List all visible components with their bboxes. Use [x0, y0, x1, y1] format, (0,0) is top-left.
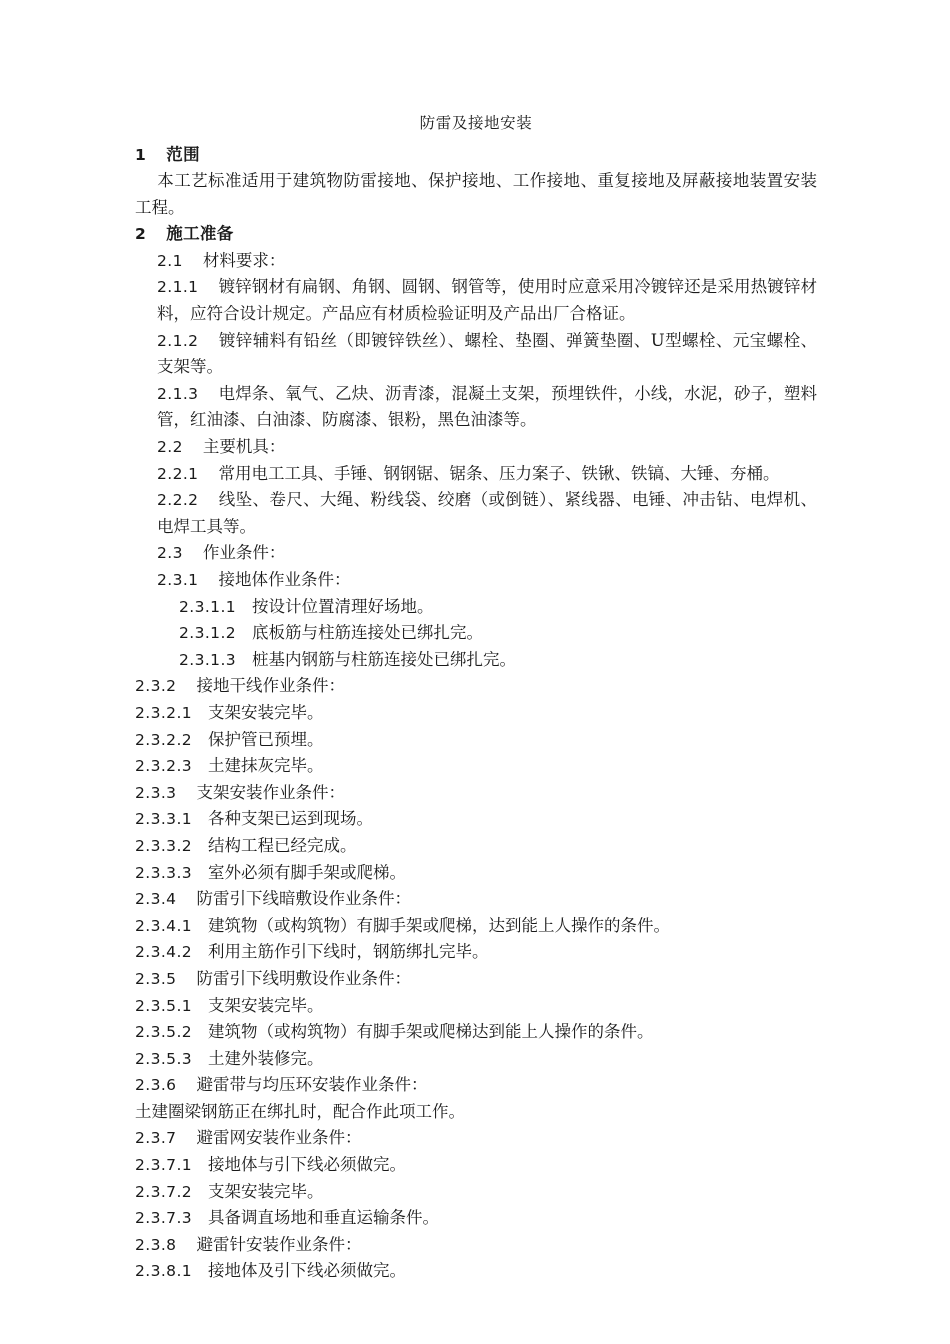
item-number: 2.3.2.1: [135, 703, 193, 722]
numbered-item: [135, 248, 817, 275]
numbered-item: [135, 1232, 817, 1259]
item-number: 2.3.5: [135, 969, 177, 988]
item-text: 接地体及引下线必须做完。: [208, 1261, 407, 1281]
item-text: 具备调直场地和垂直运输条件。: [208, 1208, 440, 1228]
item-text: 土建外装修完。: [208, 1048, 324, 1068]
numbered-item: [135, 753, 817, 780]
section-number: 2: [135, 225, 147, 244]
numbered-item: [135, 567, 817, 594]
numbered-item: [135, 886, 817, 913]
numbered-item: [135, 274, 817, 327]
numbered-item: [135, 1152, 817, 1179]
numbered-item: [135, 487, 817, 540]
item-number: 2.3.3: [135, 783, 177, 802]
item-text: 建筑物（或构筑物）有脚手架或爬梯达到能上人操作的条件。: [208, 1022, 654, 1042]
item-text: 材料要求：: [202, 250, 286, 270]
item-number: 2.3.8.1: [135, 1262, 193, 1281]
section-heading: [135, 221, 817, 248]
item-number: 2.3.4: [135, 890, 177, 909]
document-body: [135, 142, 817, 1286]
numbered-item: [135, 700, 817, 727]
numbered-item: [135, 540, 817, 567]
item-text: 接地体作业条件：: [218, 570, 351, 589]
item-text: 室外必须有脚手架或爬梯。: [208, 862, 407, 882]
item-text: 常用电工工具、手锤、钢钢锯、锯条、压力案子、铁锹、铁镐、大锤、夯桶。: [218, 463, 780, 483]
item-number: 2.3.2.2: [135, 730, 193, 749]
numbered-item: [135, 1179, 817, 1206]
numbered-item: [135, 620, 817, 647]
item-text: 避雷带与均压环安装作业条件：: [196, 1075, 428, 1095]
item-text: 镀锌钢材有扁钢、角钢、圆钢、钢管等，使用时应意采用冷镀锌还是采用热镀锌材料，应符合设计规定。产品应有材质检验证明及产品出厂合格证。: [157, 277, 817, 324]
item-text: 桩基内钢筋与柱筋连接处已绑扎完。: [252, 649, 517, 669]
numbered-item: [135, 673, 817, 700]
item-text: 利用主筋作引下线时，钢筋绑扎完毕。: [208, 942, 489, 962]
item-text: 支架安装完毕。: [208, 1181, 324, 1201]
item-text: 建筑物（或构筑物）有脚手架或爬梯，达到能上人操作的条件。: [208, 915, 671, 935]
numbered-item: [135, 966, 817, 993]
numbered-item: [135, 461, 817, 488]
numbered-item: [135, 913, 817, 940]
item-text: 电焊条、氧气、乙炔、沥青漆，混凝土支架，预埋铁件，小线，水泥，砂子，塑料管，红油漆、白油漆、防腐漆、银粉，黑色油漆等。: [157, 383, 817, 430]
numbered-item: [135, 780, 817, 807]
numbered-item: [135, 434, 817, 461]
item-number: 2.1.2: [157, 331, 199, 350]
item-text: 接地体与引下线必须做完。: [208, 1155, 407, 1175]
item-text: 支架安装完毕。: [208, 702, 324, 722]
item-text: 主要机具：: [202, 437, 286, 457]
item-number: 2.1.3: [157, 384, 199, 403]
item-text: 底板筋与柱筋连接处已绑扎完。: [252, 623, 484, 643]
item-text: 接地干线作业条件：: [196, 676, 345, 696]
item-number: 2.2: [157, 438, 183, 457]
item-number: 2.3.7.1: [135, 1156, 193, 1175]
numbered-item: [135, 1019, 817, 1046]
item-number: 2.3.1.1: [179, 597, 237, 616]
document-content: [135, 110, 817, 1285]
item-text: 防雷引下线明敷设作业条件：: [196, 968, 411, 988]
numbered-item: [135, 594, 817, 621]
item-number: 2.3.3.1: [135, 810, 193, 829]
section-number: 1: [135, 145, 147, 164]
numbered-item: [135, 939, 817, 966]
item-number: 2.3.7.2: [135, 1182, 193, 1201]
item-number: 2.3.5.1: [135, 996, 193, 1015]
item-number: 2.3.5.2: [135, 1023, 193, 1042]
item-text: 按设计位置清理好场地。: [252, 596, 434, 616]
item-text: 保护管已预埋。: [208, 729, 324, 749]
item-number: 2.3.4.2: [135, 943, 193, 962]
item-number: 2.3: [157, 544, 183, 563]
item-text: 土建抹灰完毕。: [208, 756, 324, 776]
item-number: 2.3.6: [135, 1076, 177, 1095]
numbered-item: [135, 1046, 817, 1073]
numbered-item: [135, 381, 817, 434]
item-text: 结构工程已经完成。: [208, 835, 357, 855]
item-text: 镀锌辅料有铅丝（即镀锌铁丝）、螺栓、垫圈、弹簧垫圈、U型螺栓、元宝螺栓、支架等。: [157, 330, 817, 377]
item-number: 2.2.1: [157, 464, 199, 483]
item-number: 2.3.3.3: [135, 863, 193, 882]
item-number: 2.1.1: [157, 278, 199, 297]
section-heading: [135, 142, 817, 169]
item-number: 2.3.2: [135, 677, 177, 696]
body-paragraph: 本工艺标准适用于建筑物防雷接地、保护接地、工作接地、重复接地及屏蔽接地装置安装工程。: [135, 171, 817, 217]
numbered-item: [135, 806, 817, 833]
item-number: 2.3.1.3: [179, 650, 237, 669]
item-number: 2.3.2.3: [135, 757, 193, 776]
item-number: 2.3.7.3: [135, 1209, 193, 1228]
section-heading-text: 范围: [166, 144, 200, 164]
item-text: 支架安装完毕。: [208, 995, 324, 1015]
item-text: 各种支架已运到现场。: [208, 809, 374, 829]
item-number: 2.3.5.3: [135, 1049, 193, 1068]
numbered-item: [135, 833, 817, 860]
item-number: 2.1: [157, 251, 183, 270]
item-text: 作业条件：: [202, 543, 286, 563]
item-text: 防雷引下线暗敷设作业条件：: [196, 889, 411, 909]
numbered-item: [135, 727, 817, 754]
numbered-item: [135, 1205, 817, 1232]
item-text: 避雷网安装作业条件：: [196, 1128, 362, 1148]
item-number: 2.3.3.2: [135, 836, 193, 855]
numbered-item: [135, 993, 817, 1020]
item-number: 2.3.7: [135, 1129, 177, 1148]
item-text: 支架安装作业条件：: [196, 782, 345, 802]
numbered-item: [135, 1072, 817, 1099]
body-paragraph: 土建圈梁钢筋正在绑扎时，配合作此项工作。: [135, 1101, 465, 1121]
numbered-item: [135, 328, 817, 381]
numbered-item: [135, 1258, 817, 1285]
numbered-item: [135, 1125, 817, 1152]
item-text: 避雷针安装作业条件：: [196, 1234, 362, 1254]
numbered-item: [135, 647, 817, 674]
item-number: 2.3.4.1: [135, 916, 193, 935]
numbered-item: [135, 860, 817, 887]
item-number: 2.2.2: [157, 491, 199, 510]
page-title: 防雷及接地安装: [419, 114, 533, 132]
item-number: 2.3.8: [135, 1235, 177, 1254]
section-heading-text: 施工准备: [166, 224, 234, 244]
item-number: 2.3.1.2: [179, 624, 237, 643]
item-text: 线坠、卷尺、大绳、粉线袋、绞磨（或倒链）、紧线器、电锤、冲击钻、电焊机、电焊工具等。: [157, 490, 817, 536]
item-number: 2.3.1: [157, 571, 199, 589]
